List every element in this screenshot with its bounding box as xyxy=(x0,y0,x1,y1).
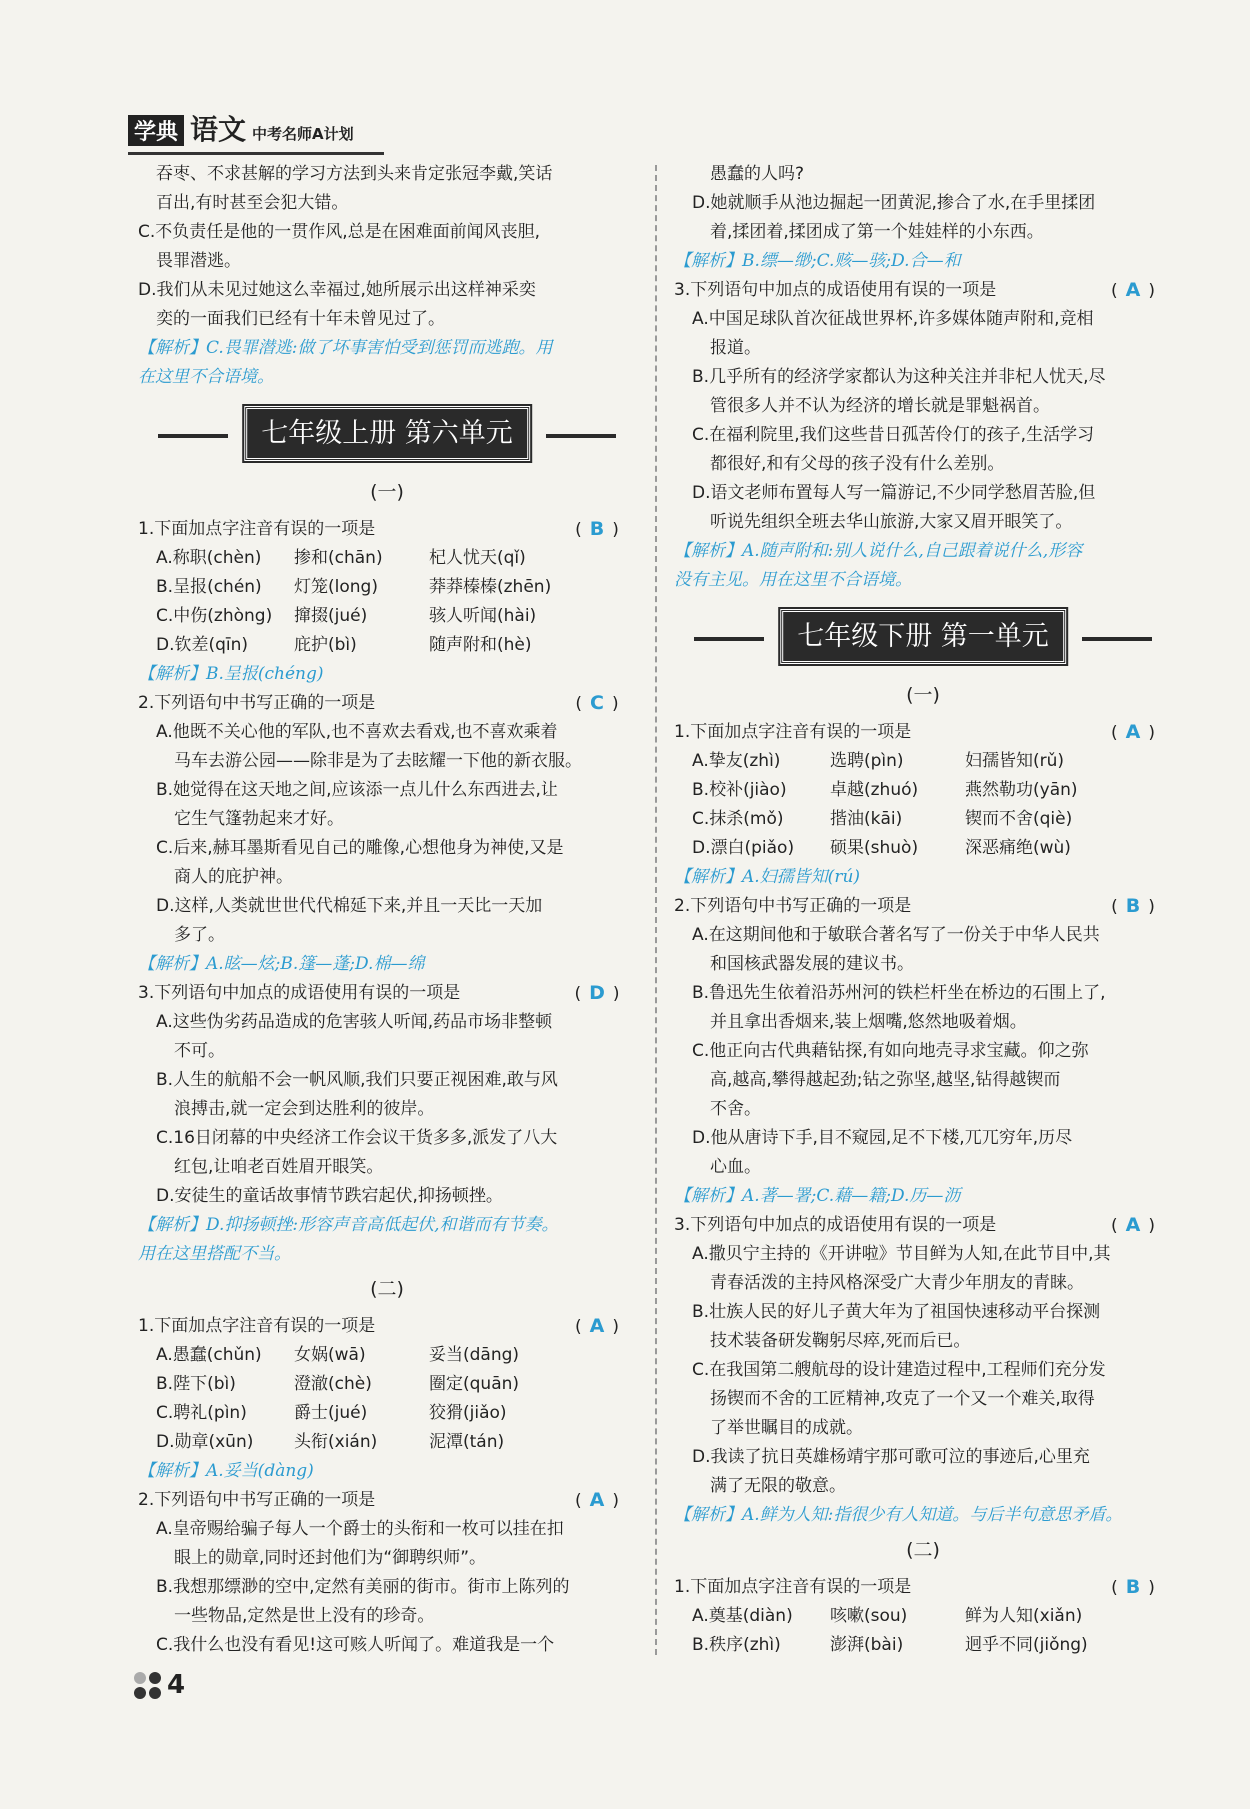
option-line: B.几乎所有的经济学家都认为这种关注并非杞人忧天,尽 xyxy=(692,367,1106,387)
question-stem: 3.下列语句中加点的成语使用有误的一项是 (D) xyxy=(138,979,636,1008)
answer-bracket: (D) xyxy=(574,982,628,1004)
option-row: C.抹杀(mǒ) 揩油(kāi) 锲而不舍(qiè) xyxy=(692,809,1073,829)
option-line: 高,越高,攀得越起劲;钻之弥坚,越坚,钻得越锲而 xyxy=(710,1070,1061,1090)
option-line: B.她觉得在这天地之间,应该添一点儿什么东西进去,让 xyxy=(156,780,558,800)
option-line: C.后来,赫耳墨斯看见自己的雕像,心想他身为神使,又是 xyxy=(156,838,564,858)
analysis: 【解析】D.抑扬顿挫:形容声音高低起伏,和谐而有节奏。 xyxy=(138,1215,559,1235)
analysis: 【解析】A.鲜为人知:指很少有人知道。与后半句意思矛盾。 xyxy=(674,1505,1123,1525)
question-stem: 2.下列语句中书写正确的一项是 (C) xyxy=(138,689,636,718)
option-row: A.愚蠢(chǔn) 女娲(wā) 妥当(dāng) xyxy=(156,1345,520,1365)
decorative-dots-icon xyxy=(134,1672,161,1699)
option-line: 都很好,和有父母的孩子没有什么差别。 xyxy=(710,454,1005,474)
option-line: C.16日闭幕的中央经济工作会议干货多多,派发了八大 xyxy=(156,1128,558,1148)
right-column xyxy=(674,160,1172,1660)
option-row: B.秩序(zhì) 澎湃(bài) 迥乎不同(jiǒng) xyxy=(692,1635,1088,1655)
analysis: 在这里不合语境。 xyxy=(138,367,274,387)
intro-line: 百出,有时甚至会犯大错。 xyxy=(156,193,349,213)
option-row: A.奠基(diàn) 咳嗽(sou) 鲜为人知(xiǎn) xyxy=(692,1606,1083,1626)
option-line: D.她就顺手从池边掘起一团黄泥,掺合了水,在手里揉团 xyxy=(692,193,1096,213)
answer-bracket: (A) xyxy=(1111,279,1163,301)
column-divider xyxy=(655,165,657,1655)
page-header xyxy=(128,108,384,155)
option-line: 畏罪潜逃。 xyxy=(156,251,241,271)
option-line: 和国核武器发展的建议书。 xyxy=(710,954,914,974)
option-line: C.我什么也没有看见!这可赅人听闻了。难道我是一个 xyxy=(156,1635,555,1655)
option-line: 奕的一面我们已经有十年未曾见过了。 xyxy=(156,309,445,329)
answer-letter: D xyxy=(589,982,613,1004)
analysis: 【解析】A.著—署;C.藉—籍;D.历—沥 xyxy=(674,1186,961,1206)
option-line: D.安徒生的童话故事情节跌宕起伏,抑扬顿挫。 xyxy=(156,1186,503,1206)
option-line: 并且拿出香烟来,装上烟嘴,悠然地吸着烟。 xyxy=(710,1012,1027,1032)
answer-bracket: (B) xyxy=(1111,895,1163,917)
option-line: 多了。 xyxy=(174,925,225,945)
option-line: 不舍。 xyxy=(710,1099,761,1119)
answer-letter: B xyxy=(589,518,613,540)
left-column xyxy=(138,160,636,1660)
section-heading: (二) xyxy=(370,1278,404,1300)
option-line: 报道。 xyxy=(710,338,761,358)
option-line: 浪搏击,就一定会到达胜利的彼岸。 xyxy=(174,1099,435,1119)
option-row: D.勋章(xūn) 头衔(xián) 泥潭(tán) xyxy=(156,1432,505,1452)
analysis: 【解析】A.随声附和:别人说什么,自己跟着说什么,形容 xyxy=(674,541,1083,561)
answer-letter: B xyxy=(1125,895,1149,917)
option-line: 商人的庇护神。 xyxy=(174,867,293,887)
option-row: B.呈报(chén) 灯笼(long) 莽莽榛榛(zhēn) xyxy=(156,577,552,597)
option-line: B.人生的航船不会一帆风顺,我们只要正视困难,敢与风 xyxy=(156,1070,558,1090)
option-line: 不可。 xyxy=(174,1041,225,1061)
option-row: D.漂白(piǎo) 硕果(shuò) 深恶痛绝(wù) xyxy=(692,838,1071,858)
answer-letter: A xyxy=(589,1315,613,1337)
analysis: 【解析】A.眩—炫;B.篷—蓬;D.棉—绵 xyxy=(138,954,425,974)
option-line: B.壮族人民的好儿子黄大年为了祖国快速移动平台探测 xyxy=(692,1302,1101,1322)
unit-banner-title: 七年级下册 第一单元 xyxy=(780,609,1066,664)
option-line: A.这些伪劣药品造成的危害骇人听闻,药品市场非整顿 xyxy=(156,1012,553,1032)
answer-letter: C xyxy=(590,692,612,714)
question-stem: 2.下列语句中书写正确的一项是 (A) xyxy=(138,1486,636,1515)
brand-series: 中考名师A计划 xyxy=(252,125,354,143)
option-row: D.钦差(qīn) 庇护(bì) 随声附和(hè) xyxy=(156,635,532,655)
option-line: D.我读了抗日英雄杨靖宇那可歌可泣的事迹后,心里充 xyxy=(692,1447,1090,1467)
option-line: 了举世瞩目的成就。 xyxy=(710,1418,863,1438)
option-line: B.我想那缥渺的空中,定然有美丽的街市。街市上陈列的 xyxy=(156,1577,570,1597)
unit-banner-title: 七年级上册 第六单元 xyxy=(244,406,530,461)
option-line: A.中国足球队首次征战世界杯,许多媒体随声附和,竞相 xyxy=(692,309,1094,329)
analysis: 没有主见。用在这里不合语境。 xyxy=(674,570,912,590)
option-line: C.在我国第二艘航母的设计建造过程中,工程师们充分发 xyxy=(692,1360,1106,1380)
analysis: 【解析】A.妇孺皆知(rú) xyxy=(674,867,861,887)
answer-bracket: (B) xyxy=(1111,1576,1163,1598)
answer-letter: A xyxy=(1125,721,1149,743)
answer-letter: B xyxy=(1125,1576,1149,1598)
option-line: 扬锲而不舍的工匠精神,攻克了一个又一个难关,取得 xyxy=(710,1389,1095,1409)
answer-bracket: (B) xyxy=(575,518,627,540)
question-stem: 1.下面加点字注音有误的一项是 (A) xyxy=(674,718,1172,747)
answer-bracket: (A) xyxy=(575,1315,627,1337)
option-line: D.这样,人类就世世代代棉延下来,并且一天比一天加 xyxy=(156,896,543,916)
option-line: 技术装备研发鞠躬尽瘁,死而后已。 xyxy=(710,1331,971,1351)
option-line: 红包,让咱老百姓眉开眼笑。 xyxy=(174,1157,384,1177)
option-line: 它生气篷勃起来才好。 xyxy=(174,809,344,829)
brand-yuwen: 语文 xyxy=(190,113,247,146)
option-line: A.他既不关心他的军队,也不喜欢去看戏,也不喜欢乘着 xyxy=(156,722,558,742)
answer-letter: A xyxy=(1125,279,1149,301)
option-line: 青春活泼的主持风格深受广大青少年朋友的青睐。 xyxy=(710,1273,1084,1293)
page-number-text: 4 xyxy=(167,1670,186,1700)
option-line: C.他正向古代典藉钻探,有如向地壳寻求宝藏。仰之弥 xyxy=(692,1041,1089,1061)
option-line: 听说先组织全班去华山旅游,大家又眉开眼笑了。 xyxy=(710,512,1073,532)
analysis: 【解析】C.畏罪潜逃:做了坏事害怕受到惩罚而逃跑。用 xyxy=(138,338,553,358)
option-line: 管很多人并不认为经济的增长就是罪魁祸首。 xyxy=(710,396,1050,416)
option-line: A.撒贝宁主持的《开讲啦》节目鲜为人知,在此节目中,其 xyxy=(692,1244,1111,1264)
option-line: 马车去游公园——除非是为了去眩耀一下他的新衣服。 xyxy=(174,751,582,771)
question-stem: 3.下列语句中加点的成语使用有误的一项是 (A) xyxy=(674,276,1172,305)
question-stem: 1.下面加点字注音有误的一项是 (A) xyxy=(138,1312,636,1341)
option-row: C.中伤(zhòng) 撺掇(jué) 骇人听闻(hài) xyxy=(156,606,537,626)
analysis: 【解析】B.缥—缈;C.赅—骇;D.合—和 xyxy=(674,251,961,271)
question-stem: 1.下面加点字注音有误的一项是 (B) xyxy=(674,1573,1172,1602)
answer-letter: A xyxy=(589,1489,613,1511)
option-line: 心血。 xyxy=(710,1157,761,1177)
unit-banner xyxy=(674,603,1172,675)
answer-bracket: (A) xyxy=(1111,1214,1163,1236)
option-line: B.鲁迅先生依着沿苏州河的铁栏杆坐在桥边的石围上了, xyxy=(692,983,1106,1003)
analysis: 用在这里搭配不当。 xyxy=(138,1244,291,1264)
option-row: A.称职(chèn) 掺和(chān) 杞人忧天(qǐ) xyxy=(156,548,526,568)
analysis: 【解析】B.呈报(chéng) xyxy=(138,664,324,684)
answer-bracket: (A) xyxy=(1111,721,1163,743)
option-line: 一些物品,定然是世上没有的珍奇。 xyxy=(174,1606,435,1626)
section-heading: (一) xyxy=(370,481,404,503)
question-stem: 3.下列语句中加点的成语使用有误的一项是 (A) xyxy=(674,1211,1172,1240)
answer-bracket: (A) xyxy=(575,1489,627,1511)
analysis: 【解析】A.妥当(dàng) xyxy=(138,1461,314,1481)
option-row: B.校补(jiào) 卓越(zhuó) 燕然勒功(yān) xyxy=(692,780,1078,800)
intro-line: 吞枣、不求甚解的学习方法到头来肯定张冠李戴,笑话 xyxy=(156,164,553,184)
option-line: A.在这期间他和于敏联合著名写了一份关于中华人民共 xyxy=(692,925,1100,945)
section-heading: (一) xyxy=(906,684,940,706)
option-line: 满了无限的敬意。 xyxy=(710,1476,846,1496)
option-line: A.皇帝赐给骗子每人一个爵士的头衔和一枚可以挂在扣 xyxy=(156,1519,564,1539)
question-stem: 1.下面加点字注音有误的一项是 (B) xyxy=(138,515,636,544)
question-stem: 2.下列语句中书写正确的一项是 (B) xyxy=(674,892,1172,921)
option-line: C.在福利院里,我们这些昔日孤苦伶仃的孩子,生活学习 xyxy=(692,425,1095,445)
brand-xuedian: 学典 xyxy=(128,115,184,146)
option-line: D.我们从未见过她这么幸福过,她所展示出这样神采奕 xyxy=(138,280,536,300)
option-line: 眼上的勋章,同时还封他们为“御聘织师”。 xyxy=(174,1548,487,1568)
page-number xyxy=(134,1670,185,1700)
option-row: B.陛下(bì) 澄澈(chè) 圈定(quān) xyxy=(156,1374,520,1394)
option-line: D.语文老师布置每人写一篇游记,不少同学愁眉苦脸,但 xyxy=(692,483,1096,503)
option-row: C.聘礼(pìn) 爵士(jué) 狡猾(jiǎo) xyxy=(156,1403,507,1423)
option-line: C.不负责任是他的一贯作风,总是在困难面前闻风丧胆, xyxy=(138,222,541,242)
option-line: 着,揉团着,揉团成了第一个娃娃样的小东西。 xyxy=(710,222,1044,242)
option-line: 愚蠢的人吗? xyxy=(710,164,805,184)
answer-bracket: (C) xyxy=(575,692,627,714)
option-row: A.挚友(zhì) 选聘(pìn) 妇孺皆知(rǔ) xyxy=(692,751,1065,771)
option-line: D.他从唐诗下手,目不窥园,足不下楼,兀兀穷年,历尽 xyxy=(692,1128,1073,1148)
answer-letter: A xyxy=(1125,1214,1149,1236)
unit-banner xyxy=(138,400,636,472)
section-heading: (二) xyxy=(906,1539,940,1561)
